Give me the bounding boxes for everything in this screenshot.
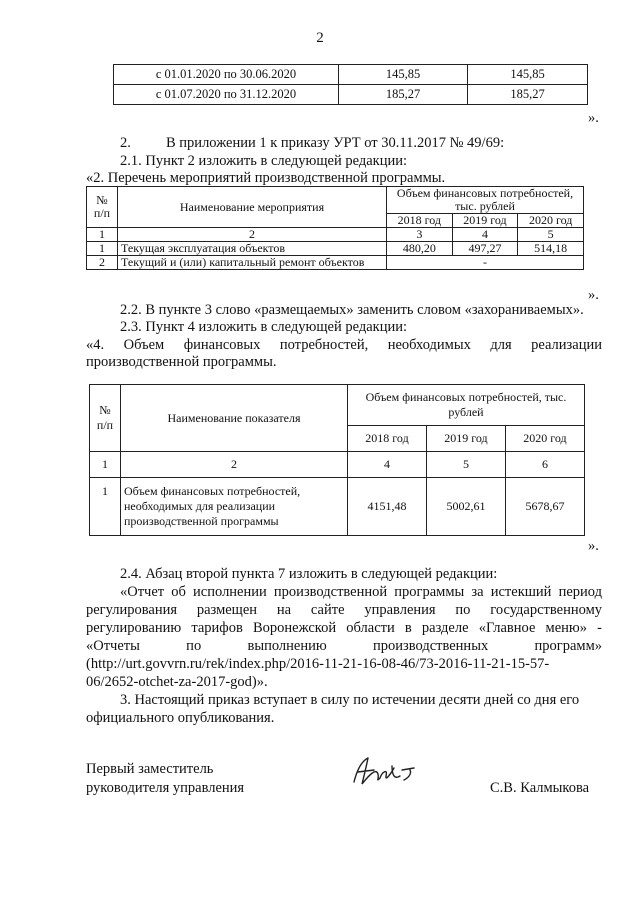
value-cell: 145,85 <box>339 65 468 85</box>
closing-quote: ». <box>588 538 599 554</box>
period-cell: с 01.01.2020 по 30.06.2020 <box>114 65 339 85</box>
closing-quote: ». <box>588 287 599 303</box>
row-name: Объем финансовых потребностей, необходимых для реализации производственной программы <box>121 478 348 536</box>
financial-needs-table <box>89 384 585 536</box>
index-cell: 3 <box>387 228 453 242</box>
header-group: Объем финансовых потребностей, тыс. рублей <box>387 187 584 214</box>
index-cell: 2 <box>118 228 387 242</box>
header-year: 2020 год <box>518 214 584 228</box>
paragraph-2-2: 2.2. В пункте 3 слово «размещаемых» заменить словом «захораниваемых». <box>120 302 584 318</box>
value-cell: 185,27 <box>468 85 588 105</box>
value-cell: 5678,67 <box>505 478 584 536</box>
table-title-4: «4. Объем финансовых потребностей, необходимых для реализации <box>86 337 602 353</box>
table-row <box>90 452 585 478</box>
quote-line: регулированию тарифов Воронежской области в разделе «Главное меню» - <box>86 620 602 636</box>
header-num: № п/п <box>90 385 121 452</box>
header-group: Объем финансовых потребностей, тыс. рублей <box>348 385 585 426</box>
measures-table <box>86 186 584 270</box>
period-cell: с 01.07.2020 по 31.12.2020 <box>114 85 339 105</box>
signer-name: С.В. Калмыкова <box>490 780 590 796</box>
index-cell: 5 <box>518 228 584 242</box>
index-cell: 2 <box>121 452 348 478</box>
handwritten-signature <box>348 752 424 792</box>
value-cell: 145,85 <box>468 65 588 85</box>
header-year: 2020 год <box>505 426 584 452</box>
section-heading: В приложении 1 к приказу УРТ от 30.11.2017 № 49/69: <box>166 135 505 151</box>
row-num: 1 <box>90 478 121 536</box>
header-year: 2019 год <box>426 426 505 452</box>
index-cell: 1 <box>90 452 121 478</box>
value-cell: 5002,61 <box>426 478 505 536</box>
quote-line: «Отчеты по выполнению производственных программ» <box>86 638 602 654</box>
paragraph-3-cont: официального опубликования. <box>86 710 275 726</box>
header-year: 2018 год <box>387 214 453 228</box>
merged-cell: - <box>387 256 584 270</box>
value-cell: 185,27 <box>339 85 468 105</box>
index-cell: 1 <box>87 228 118 242</box>
row-num: 2 <box>87 256 118 270</box>
index-cell: 4 <box>348 452 427 478</box>
header-name: Наименование показателя <box>121 385 348 452</box>
header-year: 2019 год <box>452 214 518 228</box>
table-title-4-cont: производственной программы. <box>86 354 277 370</box>
header-num: № п/п <box>87 187 118 228</box>
row-name: Текущая эксплуатация объектов <box>118 242 387 256</box>
quote-link: 06/2652-otchet-za-2017-god)». <box>86 674 268 690</box>
index-cell: 5 <box>426 452 505 478</box>
index-cell: 6 <box>505 452 584 478</box>
value-cell: 480,20 <box>387 242 453 256</box>
paragraph-2-1: 2.1. Пункт 2 изложить в следующей редакции: <box>120 153 408 169</box>
table-row <box>90 478 585 536</box>
section-number: 2. <box>120 135 131 151</box>
table-row <box>87 228 584 242</box>
paragraph-2-4: 2.4. Абзац второй пункта 7 изложить в следующей редакции: <box>120 566 498 582</box>
row-name: Текущий и (или) капитальный ремонт объектов <box>118 256 387 270</box>
paragraph-2-3: 2.3. Пункт 4 изложить в следующей редакции: <box>120 319 408 335</box>
index-cell: 4 <box>452 228 518 242</box>
paragraph-3: 3. Настоящий приказ вступает в силу по истечении десяти дней со дня его <box>120 692 580 708</box>
row-num: 1 <box>87 242 118 256</box>
header-name: Наименование мероприятия <box>118 187 387 228</box>
header-year: 2018 год <box>348 426 427 452</box>
table-row <box>114 85 588 105</box>
tariff-table <box>113 64 588 105</box>
quote-line: регулирования размещен на сайте управления по государственному <box>86 602 602 618</box>
table-row <box>87 242 584 256</box>
table-row <box>87 256 584 270</box>
table-row <box>114 65 588 85</box>
quote-line: «Отчет об исполнении производственной программы за истекший период <box>120 584 602 600</box>
page-number: 2 <box>316 30 324 46</box>
value-cell: 4151,48 <box>348 478 427 536</box>
table-title: «2. Перечень мероприятий производственной программы. <box>86 170 446 186</box>
closing-quote: ». <box>588 110 599 126</box>
value-cell: 514,18 <box>518 242 584 256</box>
value-cell: 497,27 <box>452 242 518 256</box>
signer-position: Первый заместитель руководителя управления <box>86 761 245 796</box>
quote-link: (http://urt.govvrn.ru/rek/index.php/2016-11-21-16-08-46/73-2016-11-21-15-57- <box>86 656 550 672</box>
